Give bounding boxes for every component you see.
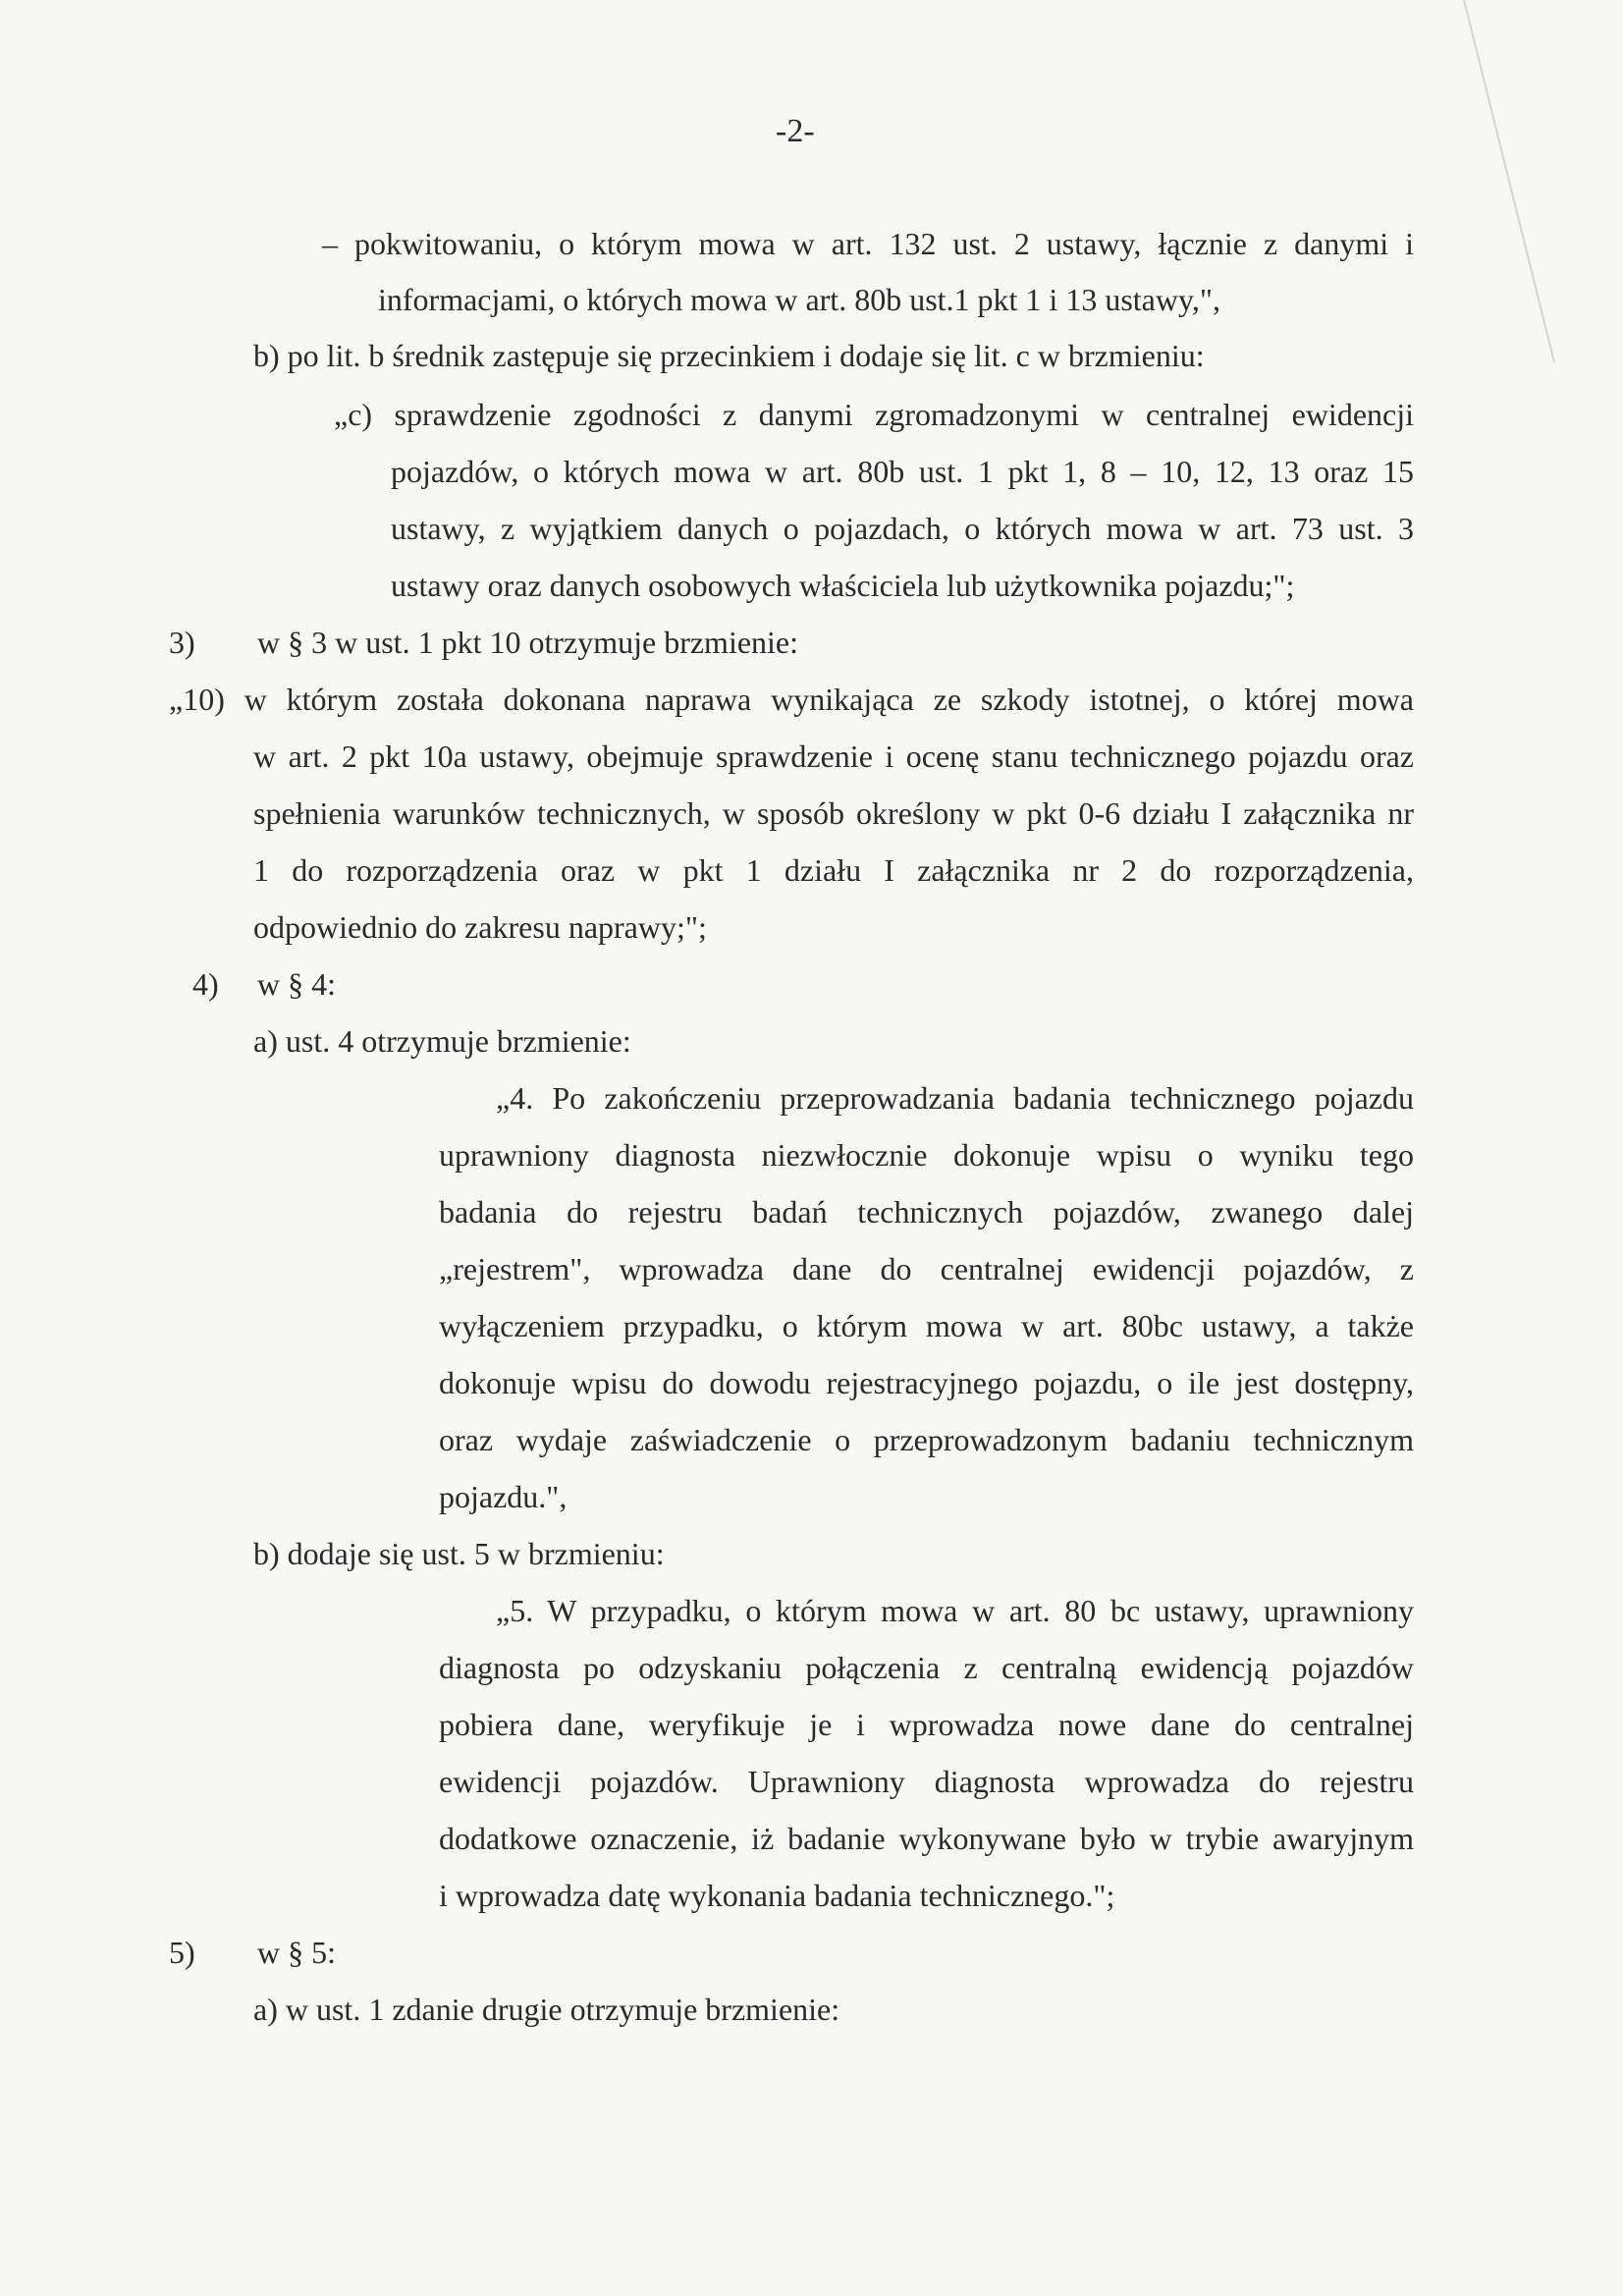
text-line: i wprowadza datę wykonania badania technicznego."; xyxy=(439,1878,1115,1913)
text-line: b) po lit. b średnik zastępuje się przecinkiem i dodaje się lit. c w brzmieniu: xyxy=(253,338,1205,373)
text-line: „4. Po zakończeniu przeprowadzania badania technicznego pojazdu xyxy=(496,1080,1414,1116)
text-line: informacjami, o których mowa w art. 80b ust.1 pkt 1 i 13 ustawy,", xyxy=(378,282,1220,317)
item-number: 4) xyxy=(192,966,219,1002)
text-line: ewidencji pojazdów. Uprawniony diagnosta wprowadza do rejestru xyxy=(439,1764,1414,1799)
text-line: pojazdów, o których mowa w art. 80b ust. 1 pkt 1, 8 – 10, 12, 13 oraz 15 xyxy=(391,454,1414,489)
text-line: „5. W przypadku, o którym mowa w art. 80 bc ustawy, uprawniony xyxy=(496,1593,1414,1628)
text-line: pobiera dane, weryfikuje je i wprowadza nowe dane do centralnej xyxy=(439,1707,1414,1742)
text-line: „10) w którym została dokonana naprawa wynikająca ze szkody istotnej, o której mowa xyxy=(169,682,1414,717)
text-line: w § 5: xyxy=(257,1935,336,1970)
text-line: diagnosta po odzyskaniu połączenia z centralną ewidencją pojazdów xyxy=(439,1650,1414,1685)
text-line: dodatkowe oznaczenie, iż badanie wykonywane było w trybie awaryjnym xyxy=(439,1821,1414,1856)
text-line: a) w ust. 1 zdanie drugie otrzymuje brzmienie: xyxy=(253,1992,840,2027)
text-line: w art. 2 pkt 10a ustawy, obejmuje sprawdzenie i ocenę stanu technicznego pojazdu oraz xyxy=(253,738,1414,774)
text-line: oraz wydaje zaświadczenie o przeprowadzonym badaniu technicznym xyxy=(439,1422,1414,1457)
text-line: pojazdu.", xyxy=(439,1479,568,1514)
text-line: a) ust. 4 otrzymuje brzmienie: xyxy=(253,1023,631,1059)
text-line: dokonuje wpisu do dowodu rejestracyjnego pojazdu, o ile jest dostępny, xyxy=(439,1365,1414,1400)
text-line: badania do rejestru badań technicznych pojazdów, zwanego dalej xyxy=(439,1194,1414,1230)
text-line: w § 4: xyxy=(257,966,336,1002)
text-line: – pokwitowaniu, o którym mowa w art. 132 ust. 2 ustawy, łącznie z danymi i xyxy=(322,226,1414,261)
text-line: ustawy, z wyjątkiem danych o pojazdach, o których mowa w art. 73 ust. 3 xyxy=(391,511,1414,546)
text-line: wyłączeniem przypadku, o którym mowa w art. 80bc ustawy, a także xyxy=(439,1308,1414,1343)
text-line: odpowiednio do zakresu naprawy;"; xyxy=(253,909,707,945)
page-number: -2- xyxy=(776,113,815,149)
text-line: 1 do rozporządzenia oraz w pkt 1 działu I załącznika nr 2 do rozporządzenia, xyxy=(253,852,1414,888)
text-line: „c) sprawdzenie zgodności z danymi zgromadzonymi w centralnej ewidencji xyxy=(334,397,1414,432)
scan-edge-line xyxy=(1463,0,1555,362)
text-line: „rejestrem", wprowadza dane do centralnej ewidencji pojazdów, z xyxy=(439,1251,1414,1286)
text-line: w § 3 w ust. 1 pkt 10 otrzymuje brzmienie: xyxy=(257,625,799,660)
text-line: uprawniony diagnosta niezwłocznie dokonuje wpisu o wyniku tego xyxy=(439,1137,1414,1173)
text-line: spełnienia warunków technicznych, w sposób określony w pkt 0-6 działu I załącznika nr xyxy=(253,795,1414,831)
item-number: 5) xyxy=(169,1935,195,1970)
item-number: 3) xyxy=(169,625,195,660)
text-line: b) dodaje się ust. 5 w brzmieniu: xyxy=(253,1536,665,1571)
text-line: ustawy oraz danych osobowych właściciela lub użytkownika pojazdu;"; xyxy=(391,568,1295,603)
